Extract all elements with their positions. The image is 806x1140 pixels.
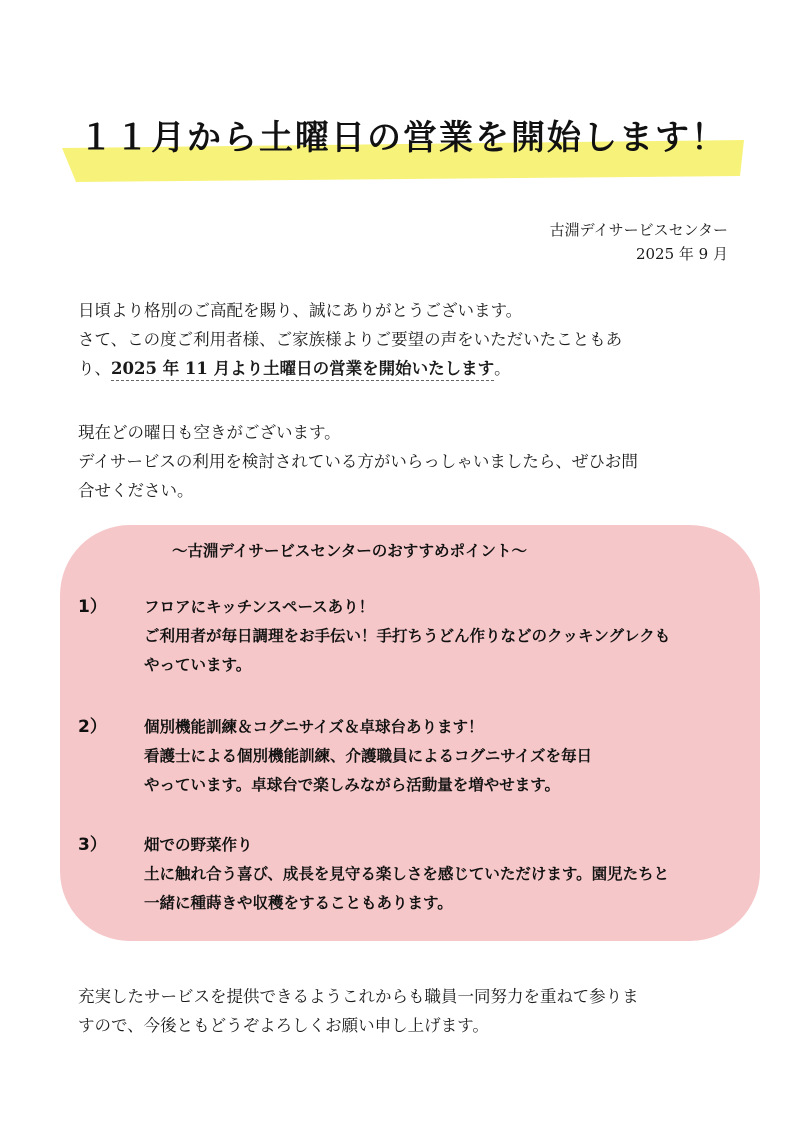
point-text: やっています。卓球台で楽しみながら活動量を増やせます。: [144, 776, 561, 794]
closing-paragraph: [78, 982, 738, 1040]
title-banner: [58, 100, 748, 185]
point-title: 畑での野菜作り: [144, 836, 253, 854]
intro-line-3-prefix: り、: [78, 359, 111, 378]
page-title: １１月から土曜日の営業を開始します！: [79, 118, 727, 158]
point-title: 個別機能訓練＆コグニサイズ＆卓球台あります！: [144, 718, 484, 736]
point-text: 一緒に種蒔きや収穫をすることもあります。: [144, 894, 453, 912]
availability-line-3: 合せください。: [78, 481, 194, 500]
intro-line-3: [78, 354, 738, 383]
point-text: やっています。: [144, 656, 252, 674]
sender-date: 2025 年 9 月: [635, 245, 728, 263]
availability-line-1: 現在どの曜日も空きがございます。: [78, 423, 341, 442]
point-number: 2）: [78, 717, 107, 737]
point-text: ご利用者が毎日調理をお手伝い！手打ちうどん作りなどのクッキングレクも: [144, 627, 671, 645]
point-title: フロアにキッチンスペースあり！: [144, 598, 375, 616]
point-number: 1）: [78, 597, 107, 617]
sender-org: 古淵デイサービスセンター: [549, 221, 728, 239]
recommended-points-box: [60, 525, 760, 941]
sender-block: [550, 218, 728, 266]
closing-line-1: 充実したサービスを提供できるようこれからも職員一同努力を重ねて参りま: [78, 987, 639, 1006]
point-number: 3）: [78, 835, 107, 855]
intro-line-1: 日頃より格別のご高配を賜り、誠にありがとうございます。: [78, 301, 523, 320]
intro-line-2: さて、この度ご利用者様、ご家族様よりご要望の声をいただいたこともあ: [78, 330, 623, 349]
point-text: 土に触れ合う喜び、成長を見守る楽しさを感じていただけます。園児たちと: [144, 865, 670, 883]
intro-paragraph: [78, 296, 738, 383]
availability-paragraph: [78, 418, 738, 505]
point-text: 看護士による個別機能訓練、介護職員によるコグニサイズを毎日: [144, 747, 592, 765]
closing-line-2: すので、今後ともどうぞよろしくお願い申し上げます。: [78, 1016, 489, 1035]
points-heading: ～古淵デイサービスセンターのおすすめポイント～: [172, 542, 527, 560]
saturday-announcement: 2025 年 11 月より土曜日の営業を開始いたします: [111, 359, 494, 381]
availability-line-2: デイサービスの利用を検討されている方がいらっしゃいましたら、ぜひお問: [78, 452, 638, 471]
intro-line-3-suffix: 。: [494, 359, 511, 378]
